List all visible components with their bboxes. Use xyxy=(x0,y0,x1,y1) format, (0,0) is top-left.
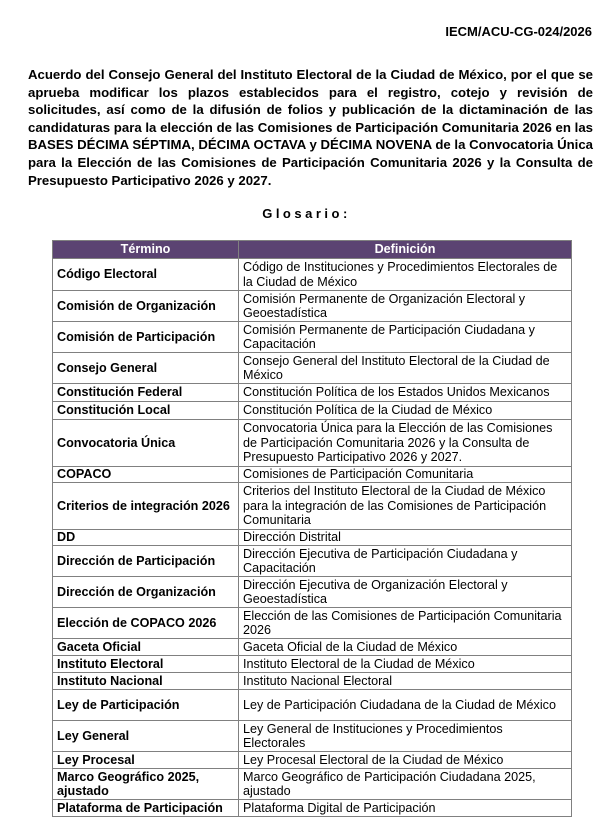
glossary-row xyxy=(53,402,572,420)
glossary-row xyxy=(53,690,572,721)
glossary-definition: Comisión Permanente de Organización Electoral y Geoestadística xyxy=(239,291,572,322)
glossary-row xyxy=(53,608,572,639)
glossary-term: Elección de COPACO 2026 xyxy=(53,608,239,639)
glossary-row xyxy=(53,291,572,322)
glossary-row xyxy=(53,721,572,752)
glossary-term: Comisión de Participación xyxy=(53,322,239,353)
glossary-term: Plataforma de Participación xyxy=(53,800,239,817)
glossary-term: Instituto Nacional xyxy=(53,673,239,690)
glossary-definition: Convocatoria Única para la Elección de las Comisiones de Participación Comunitaria 2026 y la Consulta de Presupuesto Participativo 2026 y 2027. xyxy=(239,420,572,467)
column-header-definition: Definición xyxy=(239,241,572,259)
glossary-term: Comisión de Organización xyxy=(53,291,239,322)
document-id: IECM/ACU-CG-024/2026 xyxy=(445,24,592,39)
glossary-heading: Glosario: xyxy=(262,206,351,221)
glossary-definition: Elección de las Comisiones de Participación Comunitaria 2026 xyxy=(239,608,572,639)
glossary-term: COPACO xyxy=(53,467,239,483)
glossary-definition: Instituto Nacional Electoral xyxy=(239,673,572,690)
glossary-row xyxy=(53,769,572,800)
glossary-definition: Dirección Ejecutiva de Organización Electoral y Geoestadística xyxy=(239,577,572,608)
glossary-term: Constitución Local xyxy=(53,402,239,420)
glossary-row xyxy=(53,800,572,817)
glossary-term: Ley General xyxy=(53,721,239,752)
glossary-row xyxy=(53,752,572,769)
glossary-term: Marco Geográfico 2025, ajustado xyxy=(53,769,239,800)
glossary-term: Ley de Participación xyxy=(53,690,239,721)
glossary-body xyxy=(53,259,572,817)
glossary-definition: Código de Instituciones y Procedimientos Electorales de la Ciudad de México xyxy=(239,259,572,291)
glossary-definition: Comisiones de Participación Comunitaria xyxy=(239,467,572,483)
glossary-definition: Comisión Permanente de Participación Ciudadana y Capacitación xyxy=(239,322,572,353)
glossary-row xyxy=(53,577,572,608)
glossary-row xyxy=(53,546,572,577)
glossary-definition: Ley de Participación Ciudadana de la Ciudad de México xyxy=(239,690,572,721)
glossary-term: DD xyxy=(53,530,239,546)
glossary-table xyxy=(52,240,572,817)
glossary-term: Ley Procesal xyxy=(53,752,239,769)
glossary-term: Consejo General xyxy=(53,353,239,384)
glossary-header-row xyxy=(53,241,572,259)
glossary-definition: Dirección Distrital xyxy=(239,530,572,546)
glossary-term: Código Electoral xyxy=(53,259,239,291)
glossary-definition: Plataforma Digital de Participación xyxy=(239,800,572,817)
glossary-term: Dirección de Organización xyxy=(53,577,239,608)
glossary-term: Constitución Federal xyxy=(53,384,239,402)
glossary-definition: Dirección Ejecutiva de Participación Ciudadana y Capacitación xyxy=(239,546,572,577)
glossary-row xyxy=(53,483,572,530)
glossary-row xyxy=(53,384,572,402)
glossary-term: Convocatoria Única xyxy=(53,420,239,467)
glossary-row xyxy=(53,530,572,546)
column-header-term: Término xyxy=(53,241,239,259)
glossary-definition: Ley Procesal Electoral de la Ciudad de México xyxy=(239,752,572,769)
glossary-row xyxy=(53,656,572,673)
glossary-definition: Gaceta Oficial de la Ciudad de México xyxy=(239,639,572,656)
glossary-row xyxy=(53,420,572,467)
glossary-row xyxy=(53,673,572,690)
glossary-row xyxy=(53,322,572,353)
glossary-term: Instituto Electoral xyxy=(53,656,239,673)
glossary-row xyxy=(53,639,572,656)
glossary-row xyxy=(53,467,572,483)
glossary-definition: Constitución Política de la Ciudad de México xyxy=(239,402,572,420)
glossary-term: Criterios de integración 2026 xyxy=(53,483,239,530)
glossary-definition: Instituto Electoral de la Ciudad de México xyxy=(239,656,572,673)
agreement-title: Acuerdo del Consejo General del Instituto Electoral de la Ciudad de México, por el que se aprueba modificar los plazos establecidos para el registro, cotejo y revisión de solicitudes, así como de la difusión de folios y publicación de la dictaminación de las candidaturas para la elección de las Comisiones de Participación Comunitaria 2026 en las BASES DÉCIMA SÉPTIMA, DÉCIMA OCTAVA y DÉCIMA NOVENA de la Convocatoria Única para la Elección de las Comisiones de Participación Comunitaria 2026 y la Consulta de Presupuesto Participativo 2026 y 2027. xyxy=(28,67,593,188)
glossary-definition: Marco Geográfico de Participación Ciudadana 2025, ajustado xyxy=(239,769,572,800)
glossary-row xyxy=(53,259,572,291)
glossary-term: Gaceta Oficial xyxy=(53,639,239,656)
glossary-definition: Criterios del Instituto Electoral de la Ciudad de México para la integración de las Comisiones de Participación Comunitaria xyxy=(239,483,572,530)
glossary-row xyxy=(53,353,572,384)
glossary-term: Dirección de Participación xyxy=(53,546,239,577)
glossary-definition: Consejo General del Instituto Electoral de la Ciudad de México xyxy=(239,353,572,384)
glossary-definition: Ley General de Instituciones y Procedimientos Electorales xyxy=(239,721,572,752)
glossary-definition: Constitución Política de los Estados Unidos Mexicanos xyxy=(239,384,572,402)
